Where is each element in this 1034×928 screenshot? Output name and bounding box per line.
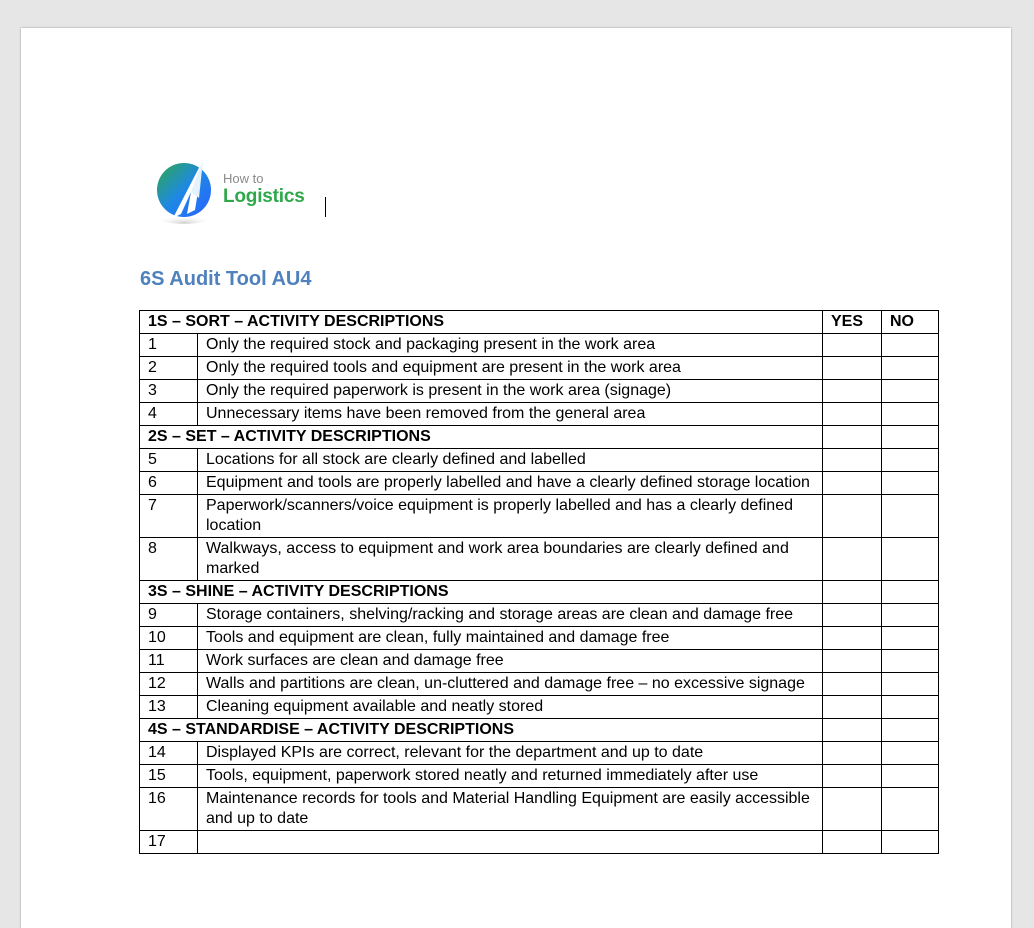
- yes-cell: [823, 719, 882, 742]
- yes-cell[interactable]: [823, 380, 882, 403]
- no-cell[interactable]: [882, 380, 939, 403]
- no-cell: [882, 581, 939, 604]
- no-column-header: NO: [882, 311, 939, 334]
- table-row: [140, 357, 939, 380]
- no-cell[interactable]: [882, 604, 939, 627]
- item-number: 1: [140, 334, 198, 357]
- item-number: 15: [140, 765, 198, 788]
- yes-cell[interactable]: [823, 334, 882, 357]
- table-row: [140, 742, 939, 765]
- item-number: 17: [140, 831, 198, 854]
- item-number: 10: [140, 627, 198, 650]
- document-title: 6S Audit Tool AU4: [140, 268, 312, 290]
- table-row: [140, 696, 939, 719]
- no-cell[interactable]: [882, 831, 939, 854]
- yes-cell[interactable]: [823, 696, 882, 719]
- yes-cell: [823, 426, 882, 449]
- item-number: 2: [140, 357, 198, 380]
- yes-cell[interactable]: [823, 627, 882, 650]
- table-row: [140, 627, 939, 650]
- item-description: Only the required tools and equipment are present in the work area: [198, 357, 823, 380]
- no-cell[interactable]: [882, 696, 939, 719]
- logo-line-1: How to: [223, 171, 264, 186]
- item-description: Walkways, access to equipment and work area boundaries are clearly defined and marked: [198, 538, 823, 581]
- item-description: Paperwork/scanners/voice equipment is properly labelled and has a clearly defined location: [198, 495, 823, 538]
- item-description: Tools and equipment are clean, fully maintained and damage free: [198, 627, 823, 650]
- item-number: 6: [140, 472, 198, 495]
- yes-cell[interactable]: [823, 788, 882, 831]
- item-description: Displayed KPIs are correct, relevant for the department and up to date: [198, 742, 823, 765]
- yes-column-header: YES: [823, 311, 882, 334]
- table-row: [140, 334, 939, 357]
- no-cell[interactable]: [882, 449, 939, 472]
- table-row: [140, 538, 939, 581]
- table-row: [140, 765, 939, 788]
- item-description: [198, 831, 823, 854]
- yes-cell[interactable]: [823, 538, 882, 581]
- no-cell[interactable]: [882, 650, 939, 673]
- item-number: 8: [140, 538, 198, 581]
- yes-cell[interactable]: [823, 449, 882, 472]
- item-description: Maintenance records for tools and Material Handling Equipment are easily accessible and up to date: [198, 788, 823, 831]
- item-description: Only the required stock and packaging present in the work area: [198, 334, 823, 357]
- yes-cell[interactable]: [823, 472, 882, 495]
- item-number: 5: [140, 449, 198, 472]
- yes-cell[interactable]: [823, 831, 882, 854]
- item-number: 14: [140, 742, 198, 765]
- item-number: 7: [140, 495, 198, 538]
- no-cell: [882, 426, 939, 449]
- section-header-standardise: [140, 719, 939, 742]
- item-number: 9: [140, 604, 198, 627]
- item-number: 11: [140, 650, 198, 673]
- no-cell[interactable]: [882, 742, 939, 765]
- table-row: [140, 380, 939, 403]
- table-row: [140, 604, 939, 627]
- logo-line-2: Logistics: [223, 186, 305, 207]
- item-description: Locations for all stock are clearly defined and labelled: [198, 449, 823, 472]
- section-header-set: [140, 426, 939, 449]
- no-cell[interactable]: [882, 403, 939, 426]
- no-cell[interactable]: [882, 673, 939, 696]
- section-heading: 2S – SET – ACTIVITY DESCRIPTIONS: [140, 426, 823, 449]
- no-cell[interactable]: [882, 334, 939, 357]
- item-number: 3: [140, 380, 198, 403]
- no-cell[interactable]: [882, 538, 939, 581]
- document-page: [21, 28, 1011, 928]
- how-to-logistics-logo: [151, 152, 331, 228]
- no-cell[interactable]: [882, 495, 939, 538]
- yes-cell[interactable]: [823, 604, 882, 627]
- no-cell[interactable]: [882, 357, 939, 380]
- item-description: Walls and partitions are clean, un-cluttered and damage free – no excessive signage: [198, 673, 823, 696]
- table-row: [140, 788, 939, 831]
- item-description: Only the required paperwork is present in the work area (signage): [198, 380, 823, 403]
- item-description: Work surfaces are clean and damage free: [198, 650, 823, 673]
- table-row: [140, 403, 939, 426]
- yes-cell[interactable]: [823, 495, 882, 538]
- table-row: [140, 495, 939, 538]
- section-heading: 1S – SORT – ACTIVITY DESCRIPTIONS: [140, 311, 823, 334]
- item-number: 16: [140, 788, 198, 831]
- section-heading: 3S – SHINE – ACTIVITY DESCRIPTIONS: [140, 581, 823, 604]
- no-cell[interactable]: [882, 472, 939, 495]
- no-cell[interactable]: [882, 627, 939, 650]
- yes-cell[interactable]: [823, 357, 882, 380]
- section-header-shine: [140, 581, 939, 604]
- table-row: [140, 650, 939, 673]
- table-row: [140, 449, 939, 472]
- yes-cell[interactable]: [823, 673, 882, 696]
- item-number: 13: [140, 696, 198, 719]
- item-description: Cleaning equipment available and neatly stored: [198, 696, 823, 719]
- table-row: [140, 831, 939, 854]
- item-number: 4: [140, 403, 198, 426]
- section-header-sort: [140, 311, 939, 334]
- item-description: Equipment and tools are properly labelled and have a clearly defined storage location: [198, 472, 823, 495]
- text-cursor: [325, 197, 326, 217]
- logo-globe-icon: [151, 152, 221, 228]
- item-description: Tools, equipment, paperwork stored neatly and returned immediately after use: [198, 765, 823, 788]
- yes-cell[interactable]: [823, 742, 882, 765]
- yes-cell: [823, 581, 882, 604]
- no-cell[interactable]: [882, 788, 939, 831]
- table-row: [140, 673, 939, 696]
- table-row: [140, 472, 939, 495]
- no-cell[interactable]: [882, 765, 939, 788]
- item-number: 12: [140, 673, 198, 696]
- item-description: Unnecessary items have been removed from the general area: [198, 403, 823, 426]
- yes-cell[interactable]: [823, 650, 882, 673]
- yes-cell[interactable]: [823, 765, 882, 788]
- item-description: Storage containers, shelving/racking and storage areas are clean and damage free: [198, 604, 823, 627]
- yes-cell[interactable]: [823, 403, 882, 426]
- audit-table: [139, 310, 939, 854]
- no-cell: [882, 719, 939, 742]
- section-heading: 4S – STANDARDISE – ACTIVITY DESCRIPTIONS: [140, 719, 823, 742]
